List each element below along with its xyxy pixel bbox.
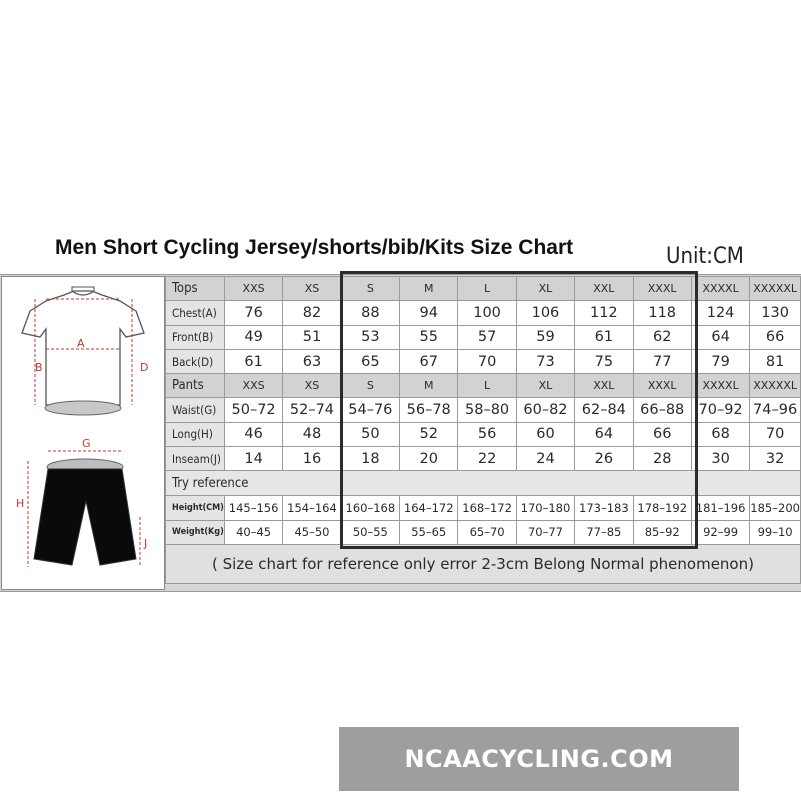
table-cell: 52–74 <box>283 398 341 422</box>
table-cell: 168–172 <box>458 496 516 520</box>
table-cell: 73 <box>516 349 574 373</box>
table-cell: 164–172 <box>400 496 458 520</box>
row-label: Back(D) <box>166 349 225 373</box>
table-row <box>166 398 801 422</box>
table-cell: 79 <box>691 349 749 373</box>
table-cell: 51 <box>283 325 341 349</box>
table-cell: 62 <box>633 325 691 349</box>
table-cell: 67 <box>400 349 458 373</box>
row-label: Height(CM) <box>166 496 225 520</box>
size-header-cell: XXL <box>575 277 633 301</box>
watermark-banner <box>339 727 739 791</box>
table-cell: 130 <box>750 301 801 325</box>
table-cell: 50 <box>341 422 399 446</box>
table-cell: 88 <box>341 301 399 325</box>
label-h: H <box>16 497 25 510</box>
label-b: B <box>35 361 43 374</box>
row-label: Long(H) <box>166 422 225 446</box>
table-cell: 154–164 <box>283 496 341 520</box>
table-cell: 66 <box>633 422 691 446</box>
table-cell: 50–55 <box>341 520 399 544</box>
table-cell: 32 <box>750 447 801 471</box>
size-header-cell: S <box>341 277 399 301</box>
table-cell: 185–200 <box>750 496 801 520</box>
table-cell: 48 <box>283 422 341 446</box>
table-cell: 65–70 <box>458 520 516 544</box>
table-cell: 74–96 <box>750 398 801 422</box>
table-cell: 170–180 <box>516 496 574 520</box>
reference-note: ( Size chart for reference only error 2-3cm Belong Normal phenomenon) <box>166 544 801 583</box>
try-reference-label: Try reference <box>166 471 342 496</box>
table-cell: 100 <box>458 301 516 325</box>
table-cell: 57 <box>458 325 516 349</box>
table-cell: 59 <box>516 325 574 349</box>
size-header-cell: S <box>341 374 399 398</box>
table-cell: 28 <box>633 447 691 471</box>
size-header-cell: XXXL <box>633 374 691 398</box>
try-reference-blank <box>341 471 800 496</box>
table-cell: 46 <box>224 422 282 446</box>
table-cell: 63 <box>283 349 341 373</box>
table-cell: 64 <box>691 325 749 349</box>
table-cell: 70–77 <box>516 520 574 544</box>
table-cell: 20 <box>400 447 458 471</box>
table-cell: 64 <box>575 422 633 446</box>
table-cell: 118 <box>633 301 691 325</box>
size-header-cell: M <box>400 374 458 398</box>
size-header-cell: M <box>400 277 458 301</box>
table-cell: 52 <box>400 422 458 446</box>
garment-diagram <box>1 276 165 590</box>
table-row <box>166 520 801 544</box>
table-cell: 56–78 <box>400 398 458 422</box>
size-header-cell: XL <box>516 277 574 301</box>
table-cell: 70–92 <box>691 398 749 422</box>
table-cell: 76 <box>224 301 282 325</box>
size-header-cell: XXXXXL <box>750 277 801 301</box>
table-cell: 77 <box>633 349 691 373</box>
size-table <box>165 276 801 584</box>
unit-label: Unit:CM <box>666 244 744 269</box>
table-cell: 75 <box>575 349 633 373</box>
table-cell: 14 <box>224 447 282 471</box>
label-j: J <box>144 537 148 550</box>
table-row <box>166 325 801 349</box>
size-header-cell: XXXXL <box>691 374 749 398</box>
row-label: Inseam(J) <box>166 447 225 471</box>
chart-title: Men Short Cycling Jersey/shorts/bib/Kits Size Chart <box>55 236 574 259</box>
size-header-cell: XXS <box>224 374 282 398</box>
table-row <box>166 349 801 373</box>
tops-header-row-label: Tops <box>166 277 225 301</box>
table-cell: 60–82 <box>516 398 574 422</box>
size-header-cell: XXXXL <box>691 277 749 301</box>
table-cell: 65 <box>341 349 399 373</box>
table-cell: 77–85 <box>575 520 633 544</box>
watermark-text: NCAACYCLING.COM <box>404 745 674 773</box>
table-cell: 30 <box>691 447 749 471</box>
table-cell: 99–10 <box>750 520 801 544</box>
size-header-cell: XXXXXL <box>750 374 801 398</box>
table-cell: 53 <box>341 325 399 349</box>
pants-header-row-label: Pants <box>166 374 225 398</box>
table-cell: 66–88 <box>633 398 691 422</box>
try-reference-row <box>166 471 801 496</box>
row-label: Weight(Kg) <box>166 520 225 544</box>
table-cell: 178–192 <box>633 496 691 520</box>
jersey-icon <box>22 287 144 415</box>
table-cell: 54–76 <box>341 398 399 422</box>
table-cell: 160–168 <box>341 496 399 520</box>
size-header-cell: XXS <box>224 277 282 301</box>
size-header-cell: L <box>458 277 516 301</box>
size-header-cell: XS <box>283 277 341 301</box>
tops-header-row <box>166 277 801 301</box>
table-cell: 94 <box>400 301 458 325</box>
size-header-cell: XXL <box>575 374 633 398</box>
table-cell: 145–156 <box>224 496 282 520</box>
size-header-cell: XXXL <box>633 277 691 301</box>
table-cell: 45–50 <box>283 520 341 544</box>
garment-illustration <box>2 277 164 589</box>
table-cell: 58–80 <box>458 398 516 422</box>
table-cell: 70 <box>458 349 516 373</box>
table-cell: 66 <box>750 325 801 349</box>
table-cell: 55–65 <box>400 520 458 544</box>
table-cell: 173–183 <box>575 496 633 520</box>
size-header-cell: XL <box>516 374 574 398</box>
table-cell: 106 <box>516 301 574 325</box>
table-cell: 55 <box>400 325 458 349</box>
size-header-cell: XS <box>283 374 341 398</box>
table-cell: 62–84 <box>575 398 633 422</box>
table-cell: 18 <box>341 447 399 471</box>
label-a: A <box>77 337 85 350</box>
table-cell: 40–45 <box>224 520 282 544</box>
pants-header-row <box>166 374 801 398</box>
table-row <box>166 301 801 325</box>
table-row <box>166 422 801 446</box>
shorts-icon <box>28 451 140 567</box>
label-d: D <box>140 361 149 374</box>
table-cell: 81 <box>750 349 801 373</box>
table-cell: 24 <box>516 447 574 471</box>
table-cell: 16 <box>283 447 341 471</box>
table-cell: 70 <box>750 422 801 446</box>
table-cell: 181–196 <box>691 496 749 520</box>
table-cell: 56 <box>458 422 516 446</box>
size-header-cell: L <box>458 374 516 398</box>
table-cell: 50–72 <box>224 398 282 422</box>
table-cell: 112 <box>575 301 633 325</box>
row-label: Front(B) <box>166 325 225 349</box>
label-g: G <box>82 437 91 450</box>
table-cell: 61 <box>575 325 633 349</box>
table-cell: 60 <box>516 422 574 446</box>
note-row <box>166 544 801 583</box>
table-cell: 92–99 <box>691 520 749 544</box>
table-cell: 61 <box>224 349 282 373</box>
table-row <box>166 496 801 520</box>
table-cell: 124 <box>691 301 749 325</box>
table-cell: 68 <box>691 422 749 446</box>
row-label: Waist(G) <box>166 398 225 422</box>
table-row <box>166 447 801 471</box>
table-cell: 49 <box>224 325 282 349</box>
table-cell: 22 <box>458 447 516 471</box>
table-cell: 85–92 <box>633 520 691 544</box>
table-cell: 26 <box>575 447 633 471</box>
row-label: Chest(A) <box>166 301 225 325</box>
table-cell: 82 <box>283 301 341 325</box>
